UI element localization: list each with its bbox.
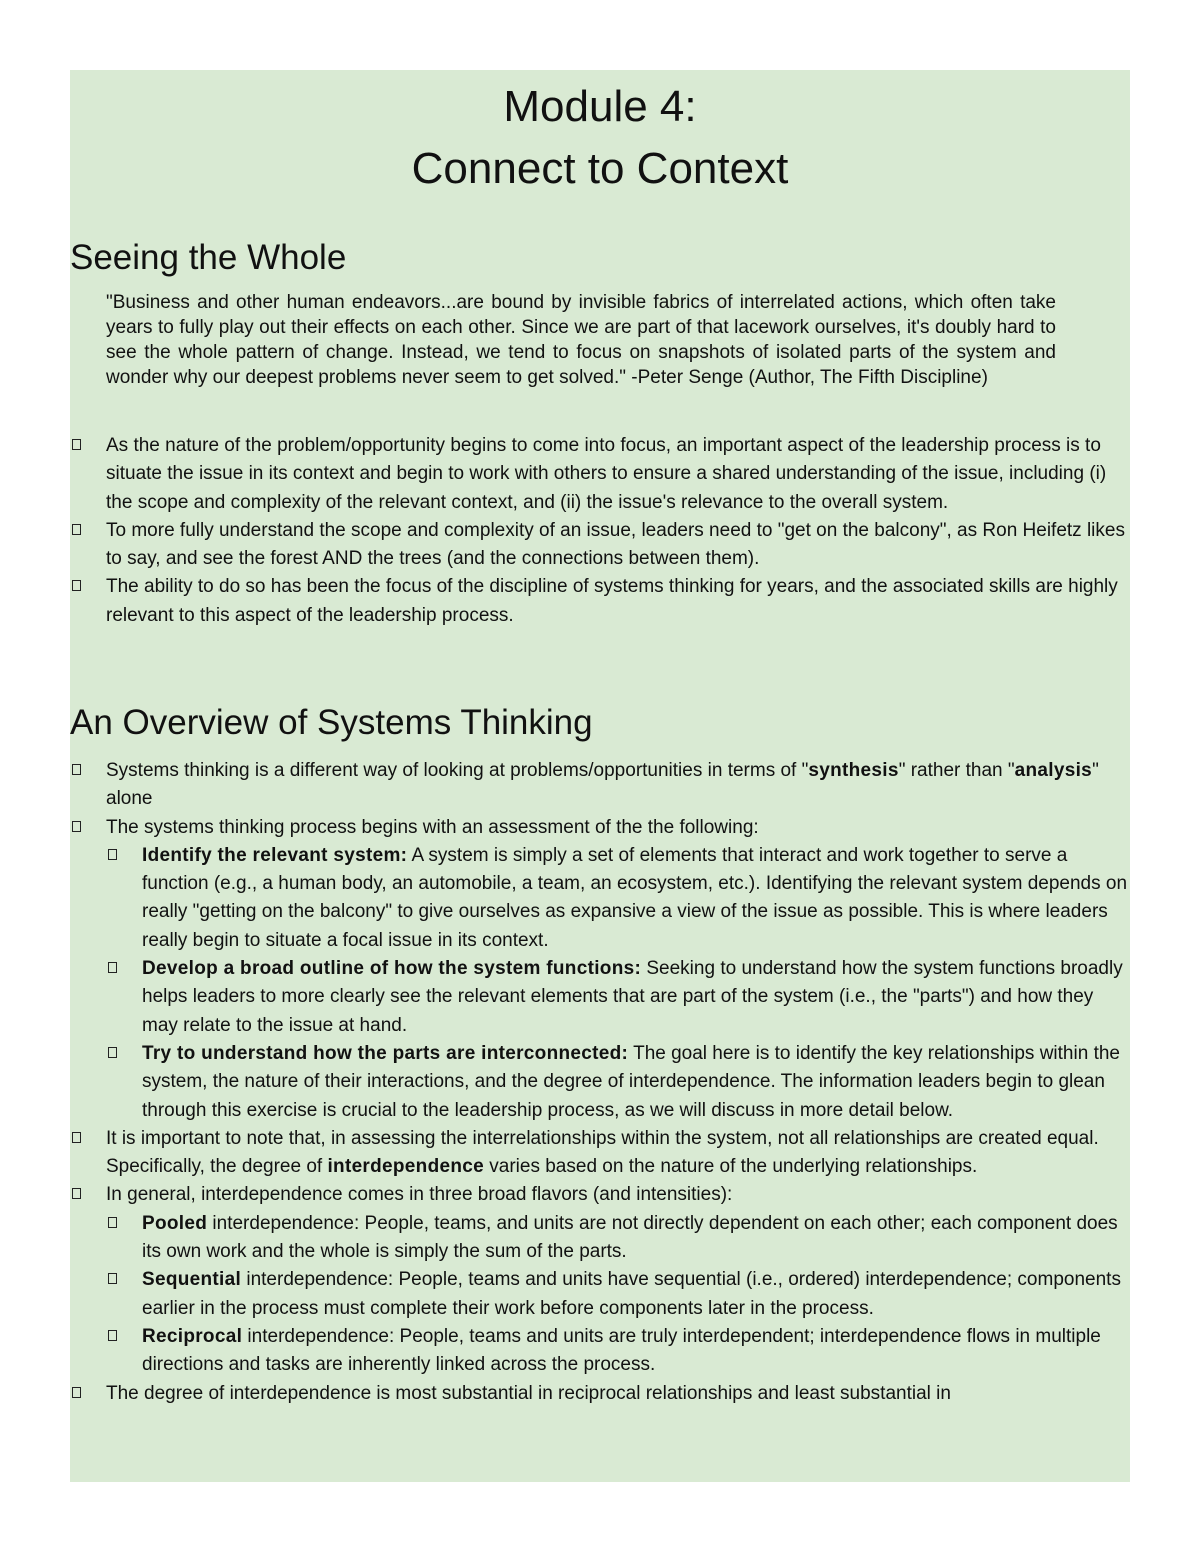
square-bullet-icon: [72, 524, 81, 535]
sub-item-lead: Pooled: [142, 1212, 208, 1234]
section-heading-seeing-the-whole: Seeing the Whole: [70, 238, 347, 277]
term-analysis: analysis: [1014, 760, 1093, 781]
list-item: [70, 1125, 1130, 1182]
sub-list-item: [70, 1266, 1130, 1323]
sub-item-text: Seeking to understand how the system functions broadly helps leaders to more clearly see the relevant elements that are part of the system (i.e., the "parts") and how they may relate to the issue at hand.: [142, 958, 1123, 1036]
sub-item-text: interdependence: People, teams and units have sequential (i.e., ordered) interdependence; components earlier in the process must complete their work before components later in the process.: [142, 1269, 1121, 1319]
square-bullet-icon: [72, 1387, 81, 1398]
sub-list-item: [70, 842, 1130, 955]
square-bullet-icon: [108, 1330, 117, 1341]
bullet-text: The ability to do so has been the focus of the discipline of systems thinking for years, and the associated skills are highly relevant to this aspect of the leadership process.: [106, 576, 1118, 626]
square-bullet-icon: [72, 1132, 81, 1143]
module-subtitle: Connect to Context: [411, 144, 789, 193]
square-bullet-icon: [108, 962, 117, 973]
section1-bullet-list: [70, 432, 1130, 630]
list-item: [70, 517, 1130, 574]
bullet-text: " rather than ": [898, 760, 1015, 781]
bullet-text: The systems thinking process begins with an assessment of the the following:: [106, 816, 759, 838]
bullet-text: Systems thinking is a different way of looking at problems/opportunities in terms of ": [106, 760, 809, 781]
sub-list-item: [70, 1210, 1130, 1267]
bullet-text: As the nature of the problem/opportunity begins to come into focus, an important aspect of the leadership process is to situate the issue in its context and begin to work with others to ensure a shared understanding of the issue, including (i) the scope and complexity of the relevant context, and (ii) the issue's relevance to the overall system.: [106, 435, 1107, 513]
senge-quote: [106, 290, 1056, 390]
square-bullet-icon: [72, 439, 81, 450]
section2-bullet-list: [70, 757, 1130, 1408]
sub-item-lead: Sequential: [142, 1269, 242, 1291]
term-synthesis: synthesis: [808, 760, 899, 781]
sub-list-item: [70, 1040, 1130, 1125]
square-bullet-icon: [108, 1273, 117, 1284]
sub-item-text: A system is simply a set of elements that interact and work together to serve a function (e.g., a human body, an automobile, a team, an ecosystem, etc.). Identifying the relevant system depends on really "getting on the balcony" to give ourselves as expansive a view of the issue as possible. This is where leaders really begin to situate a focal issue in its context.: [142, 844, 1128, 951]
square-bullet-icon: [72, 1188, 81, 1199]
bullet-text: To more fully understand the scope and complexity of an issue, leaders need to "get on the balcony", as Ron Heifetz likes to say, and see the forest AND the trees (and the connections between them).: [106, 519, 1125, 570]
sub-list-item: [70, 1323, 1130, 1380]
list-item: [70, 432, 1130, 517]
quote-text: "Business and other human endeavors...are bound by invisible fabrics of interrelated actions, which often take years to fully play out their effects on each other. Since we are part of that lacework ourselves, it's doubly hard to see the whole pattern of change. Instead, we tend to focus on snapshots of isolated parts of the system and wonder why our deepest problems never seem to get solved." -Peter Senge (Author, The Fifth Discipline): [106, 292, 1056, 388]
term-interdependence: interdependence: [327, 1156, 484, 1178]
sub-item-text: The goal here is to identify the key relationships within the system, the nature of their interactions, and the degree of interdependence. The information leaders begin to glean through this exercise is crucial to the leadership process, as we will discuss in more detail below.: [142, 1042, 1120, 1121]
square-bullet-icon: [108, 849, 117, 860]
sub-item-text: interdependence: People, teams and units are truly interdependent; interdependence flows in multiple directions and tasks are inherently linked across the process.: [142, 1325, 1101, 1376]
list-item: [70, 814, 1130, 842]
module-title: Module 4:: [503, 82, 697, 131]
sub-list-item: [70, 955, 1130, 1040]
sub-item-lead: Reciprocal: [142, 1325, 243, 1347]
square-bullet-icon: [72, 821, 81, 832]
bullet-text: varies based on the nature of the underlying relationships.: [484, 1156, 978, 1178]
section-heading-systems-thinking: An Overview of Systems Thinking: [70, 703, 593, 742]
sub-item-text: interdependence: People, teams, and units are not directly dependent on each other; each component does its own work and the whole is simply the sum of the parts.: [142, 1212, 1118, 1263]
list-item: [70, 757, 1130, 814]
sub-item-lead: Identify the relevant system:: [142, 844, 408, 866]
sub-item-lead: Develop a broad outline of how the system functions:: [142, 958, 642, 980]
square-bullet-icon: [72, 764, 81, 775]
sub-item-lead: Try to understand how the parts are interconnected:: [142, 1042, 629, 1064]
list-item: [70, 1380, 1130, 1408]
bullet-text: The degree of interdependence is most substantial in reciprocal relationships and least substantial in: [106, 1382, 951, 1404]
square-bullet-icon: [108, 1047, 117, 1058]
square-bullet-icon: [72, 580, 81, 591]
document-page: [70, 70, 1130, 1482]
bullet-text: In general, interdependence comes in three broad flavors (and intensities):: [106, 1184, 733, 1206]
bullet-text: It is important to note that, in assessing the interrelationships within the system, not all relationships are created equal. Specifically, the degree of: [106, 1127, 1099, 1178]
square-bullet-icon: [108, 1217, 117, 1228]
list-item: [70, 573, 1130, 630]
list-item: [70, 1181, 1130, 1209]
bullet-text: " alone: [106, 760, 1099, 810]
